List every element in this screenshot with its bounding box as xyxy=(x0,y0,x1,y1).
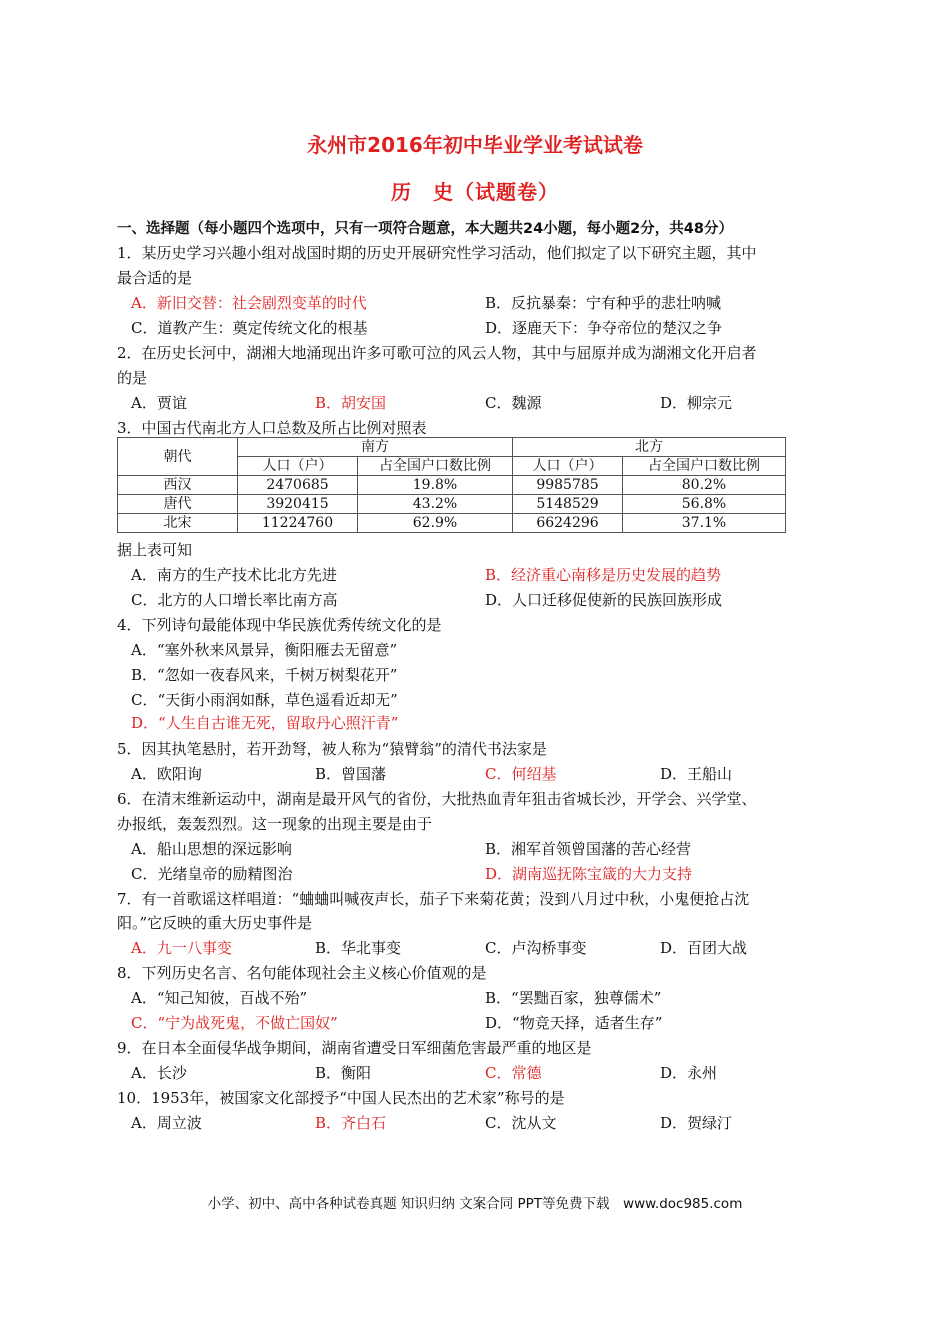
table-row xyxy=(118,495,786,514)
cell-north-ratio: 56.8% xyxy=(623,495,786,514)
exam-title: 永州市2016年初中毕业学业考试试卷 xyxy=(307,133,643,157)
cell-north-ratio: 80.2% xyxy=(623,476,786,495)
cell-south-pop: 3920415 xyxy=(238,495,358,514)
q3-stem-line1: 3．中国古代南北方人口总数及所占比例对照表 xyxy=(117,419,427,437)
table-row xyxy=(118,514,786,533)
q9-option-c: C．常德 xyxy=(485,1064,542,1082)
q4-option-c: C．“天街小雨润如酥，草色遥看近却无” xyxy=(131,691,398,709)
cell-north-pop: 5148529 xyxy=(513,495,623,514)
q1-option-c: C．道教产生：奠定传统文化的根基 xyxy=(131,319,368,337)
q6-option-c: C．光绪皇帝的励精图治 xyxy=(131,865,293,883)
cell-dynasty: 北宋 xyxy=(118,514,238,533)
population-table xyxy=(117,437,786,533)
section-heading: 一、选择题（每小题四个选项中，只有一项符合题意，本大题共24小题，每小题2分，共48分） xyxy=(117,221,733,237)
cell-south-ratio: 62.9% xyxy=(358,514,513,533)
q10-option-c: C．沈从文 xyxy=(485,1114,557,1132)
q1-option-b: B．反抗暴秦：宁有种乎的悲壮呐喊 xyxy=(485,294,722,312)
q6-stem-line1: 6．在清末维新运动中，湖南是最开风气的省份，大批热血青年狙击省城长沙，开学会、兴学堂、 xyxy=(117,790,757,808)
q2-option-d: D．柳宗元 xyxy=(660,394,733,412)
q3-option-a: A．南方的生产技术比北方先进 xyxy=(131,566,337,584)
q2-option-b: B．胡安国 xyxy=(315,394,387,412)
q8-stem-line1: 8．下列历史名言、名句能体现社会主义核心价值观的是 xyxy=(117,964,487,982)
table-row xyxy=(118,476,786,495)
q4-option-b: B．“忽如一夜春风来，千树万树梨花开” xyxy=(131,666,398,684)
cell-north-pop: 9985785 xyxy=(513,476,623,495)
q10-option-b: B．齐白石 xyxy=(315,1114,387,1132)
header-south-ratio: 占全国户口数比例 xyxy=(358,457,513,476)
cell-south-pop: 11224760 xyxy=(238,514,358,533)
q4-stem-line1: 4．下列诗句最能体现中华民族优秀传统文化的是 xyxy=(117,616,442,634)
q5-option-a: A．欧阳询 xyxy=(131,765,202,783)
q1-stem-line2: 最合适的是 xyxy=(117,269,193,287)
q2-option-a: A．贾谊 xyxy=(131,394,187,412)
q7-stem-line2: 阳。”它反映的重大历史事件是 xyxy=(117,914,313,932)
q6-option-d: D．湖南巡抚陈宝箴的大力支持 xyxy=(485,865,693,883)
q4-option-a: A．“塞外秋来风景异，衡阳雁去无留意” xyxy=(131,641,398,659)
q5-option-d: D．王船山 xyxy=(660,765,733,783)
q10-option-d: D．贺绿汀 xyxy=(660,1114,733,1132)
cell-dynasty: 西汉 xyxy=(118,476,238,495)
q8-option-d: D．“物竞天择，适者生存” xyxy=(485,1014,663,1032)
cell-south-ratio: 43.2% xyxy=(358,495,513,514)
q5-stem-line1: 5．因其执笔悬肘，若开劲弩，被人称为“猿臂翁”的清代书法家是 xyxy=(117,740,547,758)
q1-option-a: A．新旧交替：社会剧烈变革的时代 xyxy=(131,294,367,312)
q7-stem-line1: 7．有一首歌谣这样唱道：“蛐蛐叫喊夜声长，茄子下来菊花黄；没到八月过中秋，小鬼便抢占沈 xyxy=(117,890,750,908)
cell-south-pop: 2470685 xyxy=(238,476,358,495)
header-north-ratio: 占全国户口数比例 xyxy=(623,457,786,476)
q10-stem-line1: 10．1953年，被国家文化部授予“中国人民杰出的艺术家”称号的是 xyxy=(117,1089,565,1107)
q8-option-b: B．“罢黜百家，独尊儒术” xyxy=(485,989,662,1007)
q7-option-b: B．华北事变 xyxy=(315,939,402,957)
cell-north-pop: 6624296 xyxy=(513,514,623,533)
q4-option-d: D．“人生自古谁无死，留取丹心照汗青” xyxy=(131,714,399,732)
q9-option-d: D．永州 xyxy=(660,1064,718,1082)
q2-stem-line2: 的是 xyxy=(117,369,148,387)
q9-option-a: A．长沙 xyxy=(131,1064,187,1082)
table-header-row xyxy=(118,438,786,457)
q1-option-d: D．逐鹿天下：争夺帝位的楚汉之争 xyxy=(485,319,723,337)
exam-subtitle: 历 史（试题卷） xyxy=(391,180,559,204)
header-dynasty: 朝代 xyxy=(118,438,238,476)
page-footer: 小学、初中、高中各种试卷真题 知识归纳 文案合同 PPT等免费下载 www.doc985.com xyxy=(207,1196,743,1212)
header-south-pop: 人口（户） xyxy=(238,457,358,476)
q8-option-a: A．“知己知彼，百战不殆” xyxy=(131,989,308,1007)
cell-north-ratio: 37.1% xyxy=(623,514,786,533)
q6-stem-line2: 办报纸，轰轰烈烈。这一现象的出现主要是由于 xyxy=(117,815,433,833)
q7-option-a: A．九一八事变 xyxy=(131,939,232,957)
q6-option-a: A．船山思想的深远影响 xyxy=(131,840,292,858)
q3-stem-line2: 据上表可知 xyxy=(117,541,193,559)
q2-stem-line1: 2．在历史长河中，湖湘大地涌现出许多可歌可泣的风云人物，其中与屈原并成为湖湘文化开启者 xyxy=(117,344,757,362)
q8-option-c: C．“宁为战死鬼，不做亡国奴” xyxy=(131,1014,338,1032)
cell-south-ratio: 19.8% xyxy=(358,476,513,495)
q3-option-d: D．人口迁移促使新的民族回族形成 xyxy=(485,591,723,609)
q7-option-c: C．卢沟桥事变 xyxy=(485,939,587,957)
header-north: 北方 xyxy=(513,438,786,457)
q7-option-d: D．百团大战 xyxy=(660,939,748,957)
q3-option-b: B．经济重心南移是历史发展的趋势 xyxy=(485,566,722,584)
q9-stem-line1: 9．在日本全面侵华战争期间，湖南省遭受日军细菌危害最严重的地区是 xyxy=(117,1039,592,1057)
q6-option-b: B．湘军首领曾国藩的苦心经营 xyxy=(485,840,692,858)
q2-option-c: C．魏源 xyxy=(485,394,542,412)
header-north-pop: 人口（户） xyxy=(513,457,623,476)
cell-dynasty: 唐代 xyxy=(118,495,238,514)
q9-option-b: B．衡阳 xyxy=(315,1064,372,1082)
q5-option-c: C．何绍基 xyxy=(485,765,557,783)
q10-option-a: A．周立波 xyxy=(131,1114,202,1132)
q1-stem-line1: 1．某历史学习兴趣小组对战国时期的历史开展研究性学习活动，他们拟定了以下研究主题，其中 xyxy=(117,244,757,262)
q3-option-c: C．北方的人口增长率比南方高 xyxy=(131,591,338,609)
header-south: 南方 xyxy=(238,438,513,457)
q5-option-b: B．曾国藩 xyxy=(315,765,387,783)
